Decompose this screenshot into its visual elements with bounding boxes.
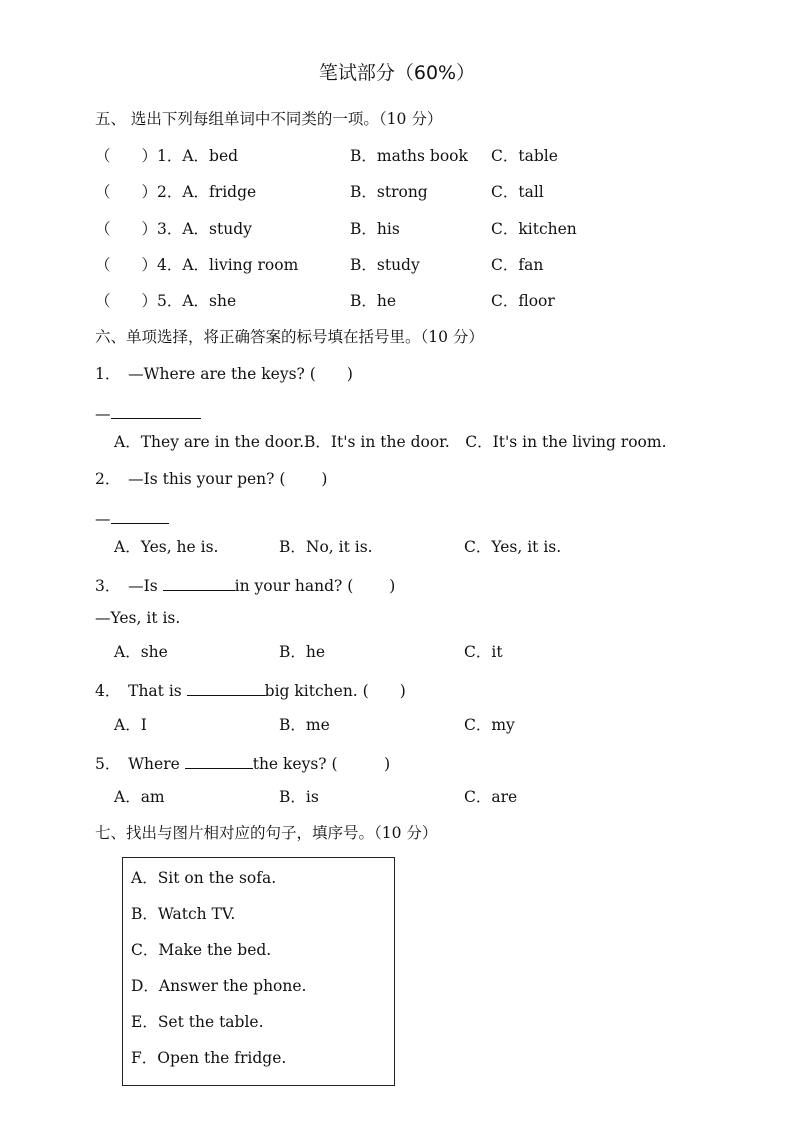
- s6-q2-answer-blank[interactable]: [111, 509, 169, 524]
- s5-item-2-prefix: （ ）2．A．fridge: [95, 183, 257, 201]
- s7-sentence-a: A．Sit on the sofa.: [131, 869, 277, 887]
- s5-item-2-c: C．tall: [491, 183, 544, 201]
- s7-sentence-f: F．Open the fridge.: [131, 1049, 287, 1067]
- page-title: 笔试部分（60%）: [318, 62, 476, 84]
- s6-q2-dash: —: [95, 510, 111, 528]
- s6-q5-stem: [95, 754, 390, 773]
- section5-heading: 五、 选出下列每组单词中不同类的一项。（10 分）: [95, 110, 443, 128]
- s5-item-1-b: B．maths book: [350, 147, 468, 165]
- s6-q1-stem: 1． —Where are the keys? ( ): [95, 365, 353, 383]
- s5-item-4-c: C．fan: [491, 256, 544, 274]
- s6-q1-answer-blank[interactable]: [111, 404, 201, 419]
- s6-q4-stem-after: big kitchen. ( ): [264, 682, 406, 700]
- s6-q3-answer: —Yes, it is.: [95, 609, 181, 627]
- s7-sentence-d: D．Answer the phone.: [131, 977, 307, 995]
- s6-q2-option-a: A．Yes, he is.: [114, 538, 219, 556]
- s5-item-2-b: B．strong: [350, 183, 428, 201]
- s6-q5-blank[interactable]: [185, 754, 253, 769]
- s6-q3-option-b: B．he: [279, 643, 326, 661]
- s6-q5-option-c: C．are: [464, 788, 518, 806]
- s6-q1-answer-line: [95, 404, 201, 423]
- s5-item-5-c: C．floor: [491, 292, 555, 310]
- s7-sentence-b: B．Watch TV.: [131, 905, 236, 923]
- s6-q5-stem-after: the keys? ( ): [252, 755, 391, 773]
- s5-item-3-b: B．his: [350, 220, 400, 238]
- s6-q4-option-c: C．my: [464, 716, 515, 734]
- s7-sentence-c: C．Make the bed.: [131, 941, 272, 959]
- s6-q2-stem: 2． —Is this your pen? ( ): [95, 470, 328, 488]
- s5-item-4-b: B．study: [350, 256, 420, 274]
- s6-q4-stem: [95, 681, 406, 700]
- s6-q2-answer-line: [95, 509, 169, 528]
- s6-q2-option-b: B．No, it is.: [279, 538, 373, 556]
- s6-q5-option-b: B．is: [279, 788, 319, 806]
- s5-item-1-prefix: （ ）1．A．bed: [95, 147, 239, 165]
- s6-q3-blank[interactable]: [163, 576, 235, 591]
- s5-item-3-prefix: （ ）3．A．study: [95, 220, 252, 238]
- s5-item-1-c: C．table: [491, 147, 558, 165]
- s5-item-5-prefix: （ ）5．A．she: [95, 292, 237, 310]
- s6-q4-stem-before: 4． That is: [95, 682, 187, 700]
- s6-q5-option-a: A．am: [114, 788, 165, 806]
- section6-heading: 六、单项选择，将正确答案的标号填在括号里。（10 分）: [95, 328, 484, 346]
- s6-q3-stem-after: in your hand? ( ): [234, 577, 396, 595]
- s7-sentence-e: E．Set the table.: [131, 1013, 264, 1031]
- s6-q4-option-a: A．I: [114, 716, 147, 734]
- s5-item-3-c: C．kitchen: [491, 220, 577, 238]
- s6-q3-stem: [95, 576, 395, 595]
- s6-q4-option-b: B．me: [279, 716, 330, 734]
- s6-q1-dash: —: [95, 405, 111, 423]
- s6-q1-options: A．They are in the door.B．It's in the door. C．It's in the living room.: [114, 433, 667, 451]
- sentence-box: [122, 857, 395, 1086]
- s6-q2-option-c: C．Yes, it is.: [464, 538, 562, 556]
- s6-q4-blank[interactable]: [187, 681, 265, 696]
- s6-q5-stem-before: 5． Where: [95, 755, 185, 773]
- s5-item-4-prefix: （ ）4．A．living room: [95, 256, 299, 274]
- s6-q3-option-a: A．she: [114, 643, 168, 661]
- s5-item-5-b: B．he: [350, 292, 397, 310]
- section7-heading: 七、找出与图片相对应的句子，填序号。（10 分）: [95, 824, 438, 842]
- s6-q3-stem-before: 3． —Is: [95, 577, 163, 595]
- s6-q3-option-c: C．it: [464, 643, 503, 661]
